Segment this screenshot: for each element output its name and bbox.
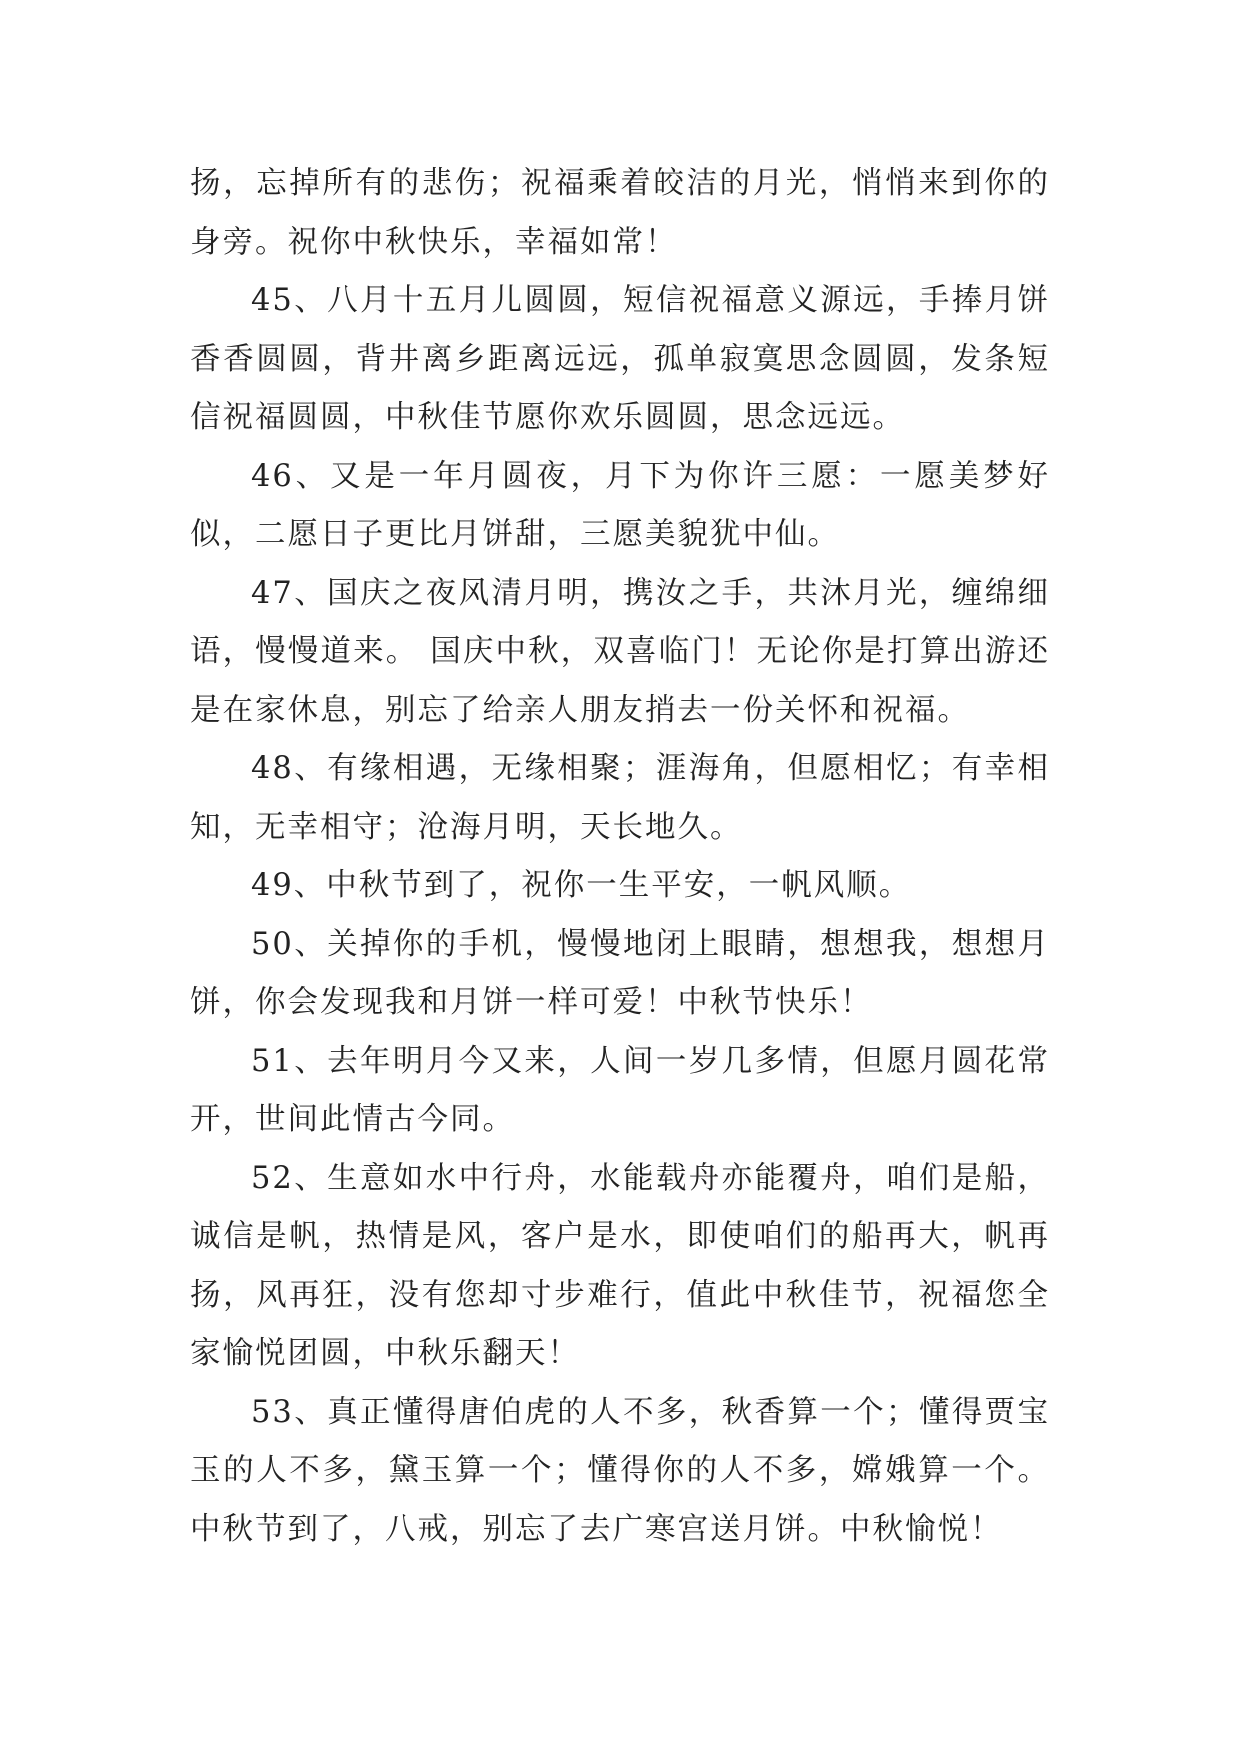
paragraph-48: 48、有缘相遇，无缘相聚；涯海角，但愿相忆；有幸相知，无幸相守；沧海月明，天长地久。 xyxy=(190,751,1050,845)
paragraph-45: 45、八月十五月儿圆圆，短信祝福意义源远，手捧月饼香香圆圆，背井离乡距离远远，孤单寂寞思念圆圆，发条短信祝福圆圆，中秋佳节愿你欢乐圆圆，思念远远。 xyxy=(190,283,1050,435)
paragraph-continuation: 扬，忘掉所有的悲伤；祝福乘着皎洁的月光，悄悄来到你的身旁。祝你中秋快乐，幸福如常！ xyxy=(190,166,1050,260)
paragraph-46: 46、又是一年月圆夜，月下为你许三愿：一愿美梦好似，二愿日子更比月饼甜，三愿美貌犹中仙。 xyxy=(190,458,1050,552)
paragraph-51: 51、去年明月今又来，人间一岁几多情，但愿月圆花常开，世间此情古今同。 xyxy=(190,1043,1050,1137)
paragraph-49: 49、中秋节到了，祝你一生平安，一帆风顺。 xyxy=(251,868,912,903)
paragraph-50: 50、关掉你的手机，慢慢地闭上眼睛，想想我，想想月饼，你会发现我和月饼一样可爱！中秋节快乐！ xyxy=(190,926,1050,1020)
paragraph-47: 47、国庆之夜风清月明，携汝之手，共沐月光，缠绵细语，慢慢道来。 国庆中秋，双喜临门！无论你是打算出游还是在家休息，别忘了给亲人朋友捎去一份关怀和祝福。 xyxy=(190,575,1050,728)
paragraph-53: 53、真正懂得唐伯虎的人不多，秋香算一个；懂得贾宝玉的人不多，黛玉算一个；懂得你的人不多，嫦娥算一个。中秋节到了，八戒，别忘了去广寒宫送月饼。中秋愉悦！ xyxy=(190,1394,1050,1547)
paragraph-52: 52、生意如水中行舟，水能载舟亦能覆舟，咱们是船，诚信是帆，热情是风，客户是水，即使咱们的船再大，帆再扬，风再狂，没有您却寸步难行，值此中秋佳节，祝福您全家愉悦团圆，中秋乐翻天！ xyxy=(190,1160,1050,1371)
document-body xyxy=(190,155,1050,1559)
